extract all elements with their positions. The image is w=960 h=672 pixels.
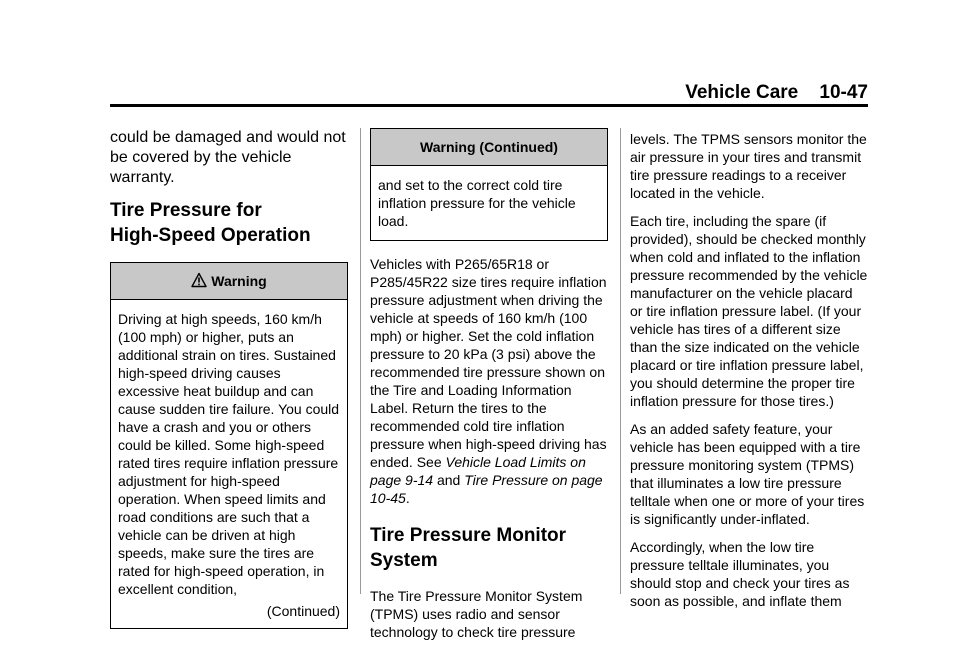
cross-reference-link[interactable]: Vehicle Load Limits on page 9-14 [370, 454, 586, 488]
paragraph: As an added safety feature, your vehicle has been equipped with a tire pressure monitoring system (TPMS) that illuminates a low tire pressure telltale when one or more of your tires is significantly under-inflated. [630, 421, 865, 527]
conjunction: and [436, 472, 461, 488]
heading-line: Tire Pressure Monitor [370, 525, 567, 546]
continued-label: (Continued) [266, 603, 340, 619]
paragraph: Accordingly, when the low tire pressure telltale illuminates, you should stop and check your tires as soon as possible, and inflate them [630, 539, 850, 609]
section-title: Vehicle Care [685, 82, 799, 103]
tpms-paragraph: The Tire Pressure Monitor System (TPMS) uses radio and sensor technology to check tire pressure [370, 588, 583, 640]
high-speed-paragraph [370, 255, 608, 507]
warning-text: Driving at high speeds, 160 km/h (100 mph) or higher, puts an additional strain on tires. Sustained high-speed driving causes excessive heat buildup and can cause sudden tire failure. You could have a crash and you or others could be killed. Some high-speed rated tires require inflation pressure adjustment for high-speed operation. When speed limits and road conditions are such that a vehicle can be driven at high speeds, make sure the tires are rated for high-speed operation, in excellent condition, [118, 311, 340, 597]
warning-text: and set to the correct cold tire inflation pressure for the vehicle load. [378, 177, 576, 229]
warning-header: Warning (Continued) [371, 129, 607, 166]
column-2 [370, 128, 608, 651]
section-heading-high-speed [110, 198, 348, 248]
column-3 [630, 130, 868, 620]
section-heading-tpms [370, 523, 608, 573]
warning-triangle-icon [191, 272, 207, 288]
heading-line: System [370, 550, 438, 571]
column-divider-2 [620, 128, 621, 594]
heading-line: High-Speed Operation [110, 225, 311, 246]
paragraph-text: Vehicles with P265/65R18 or P285/45R22 size tires require inflation pressure adjustment when driving the vehicle at speeds of 160 km/h (100 mph) or higher. Set the cold inflation pressure to 20 kPa (3 psi) above the recommended tire pressure shown on the Tire and Loading Information Label. Return the tires to the recommended cold tire inflation pressure when high-speed driving has ended. See [370, 256, 607, 470]
cross-reference-link[interactable]: Tire Pressure on page 10-45 [370, 472, 603, 506]
paragraph: Each tire, including the spare (if provided), should be checked monthly when cold and inflated to the inflation pressure recommended by the vehicle manufacturer on the vehicle placard or tire inflation pressure label. (If your vehicle has tires of a different size than the size indicated on the vehicle placard or tire inflation pressure label, you should determine the proper tire inflation pressure for those tires.) [630, 213, 868, 409]
intro-paragraph: could be damaged and would not be covered by the vehicle warranty. [110, 129, 346, 186]
warning-body [111, 300, 347, 628]
warning-header [111, 263, 347, 300]
warning-body [371, 166, 607, 240]
heading-line: Tire Pressure for [110, 200, 262, 221]
header-rule [110, 104, 868, 107]
warning-box [110, 262, 348, 629]
page-header-text [685, 82, 868, 104]
column-divider-1 [360, 128, 361, 594]
warning-title: Warning [211, 273, 267, 289]
column-1 [110, 128, 348, 643]
page-number: 10-47 [819, 82, 868, 103]
warning-box-continued [370, 128, 608, 241]
period: . [405, 490, 410, 506]
paragraph: levels. The TPMS sensors monitor the air pressure in your tires and transmit tire pressure readings to a receiver located in the vehicle. [630, 131, 867, 201]
